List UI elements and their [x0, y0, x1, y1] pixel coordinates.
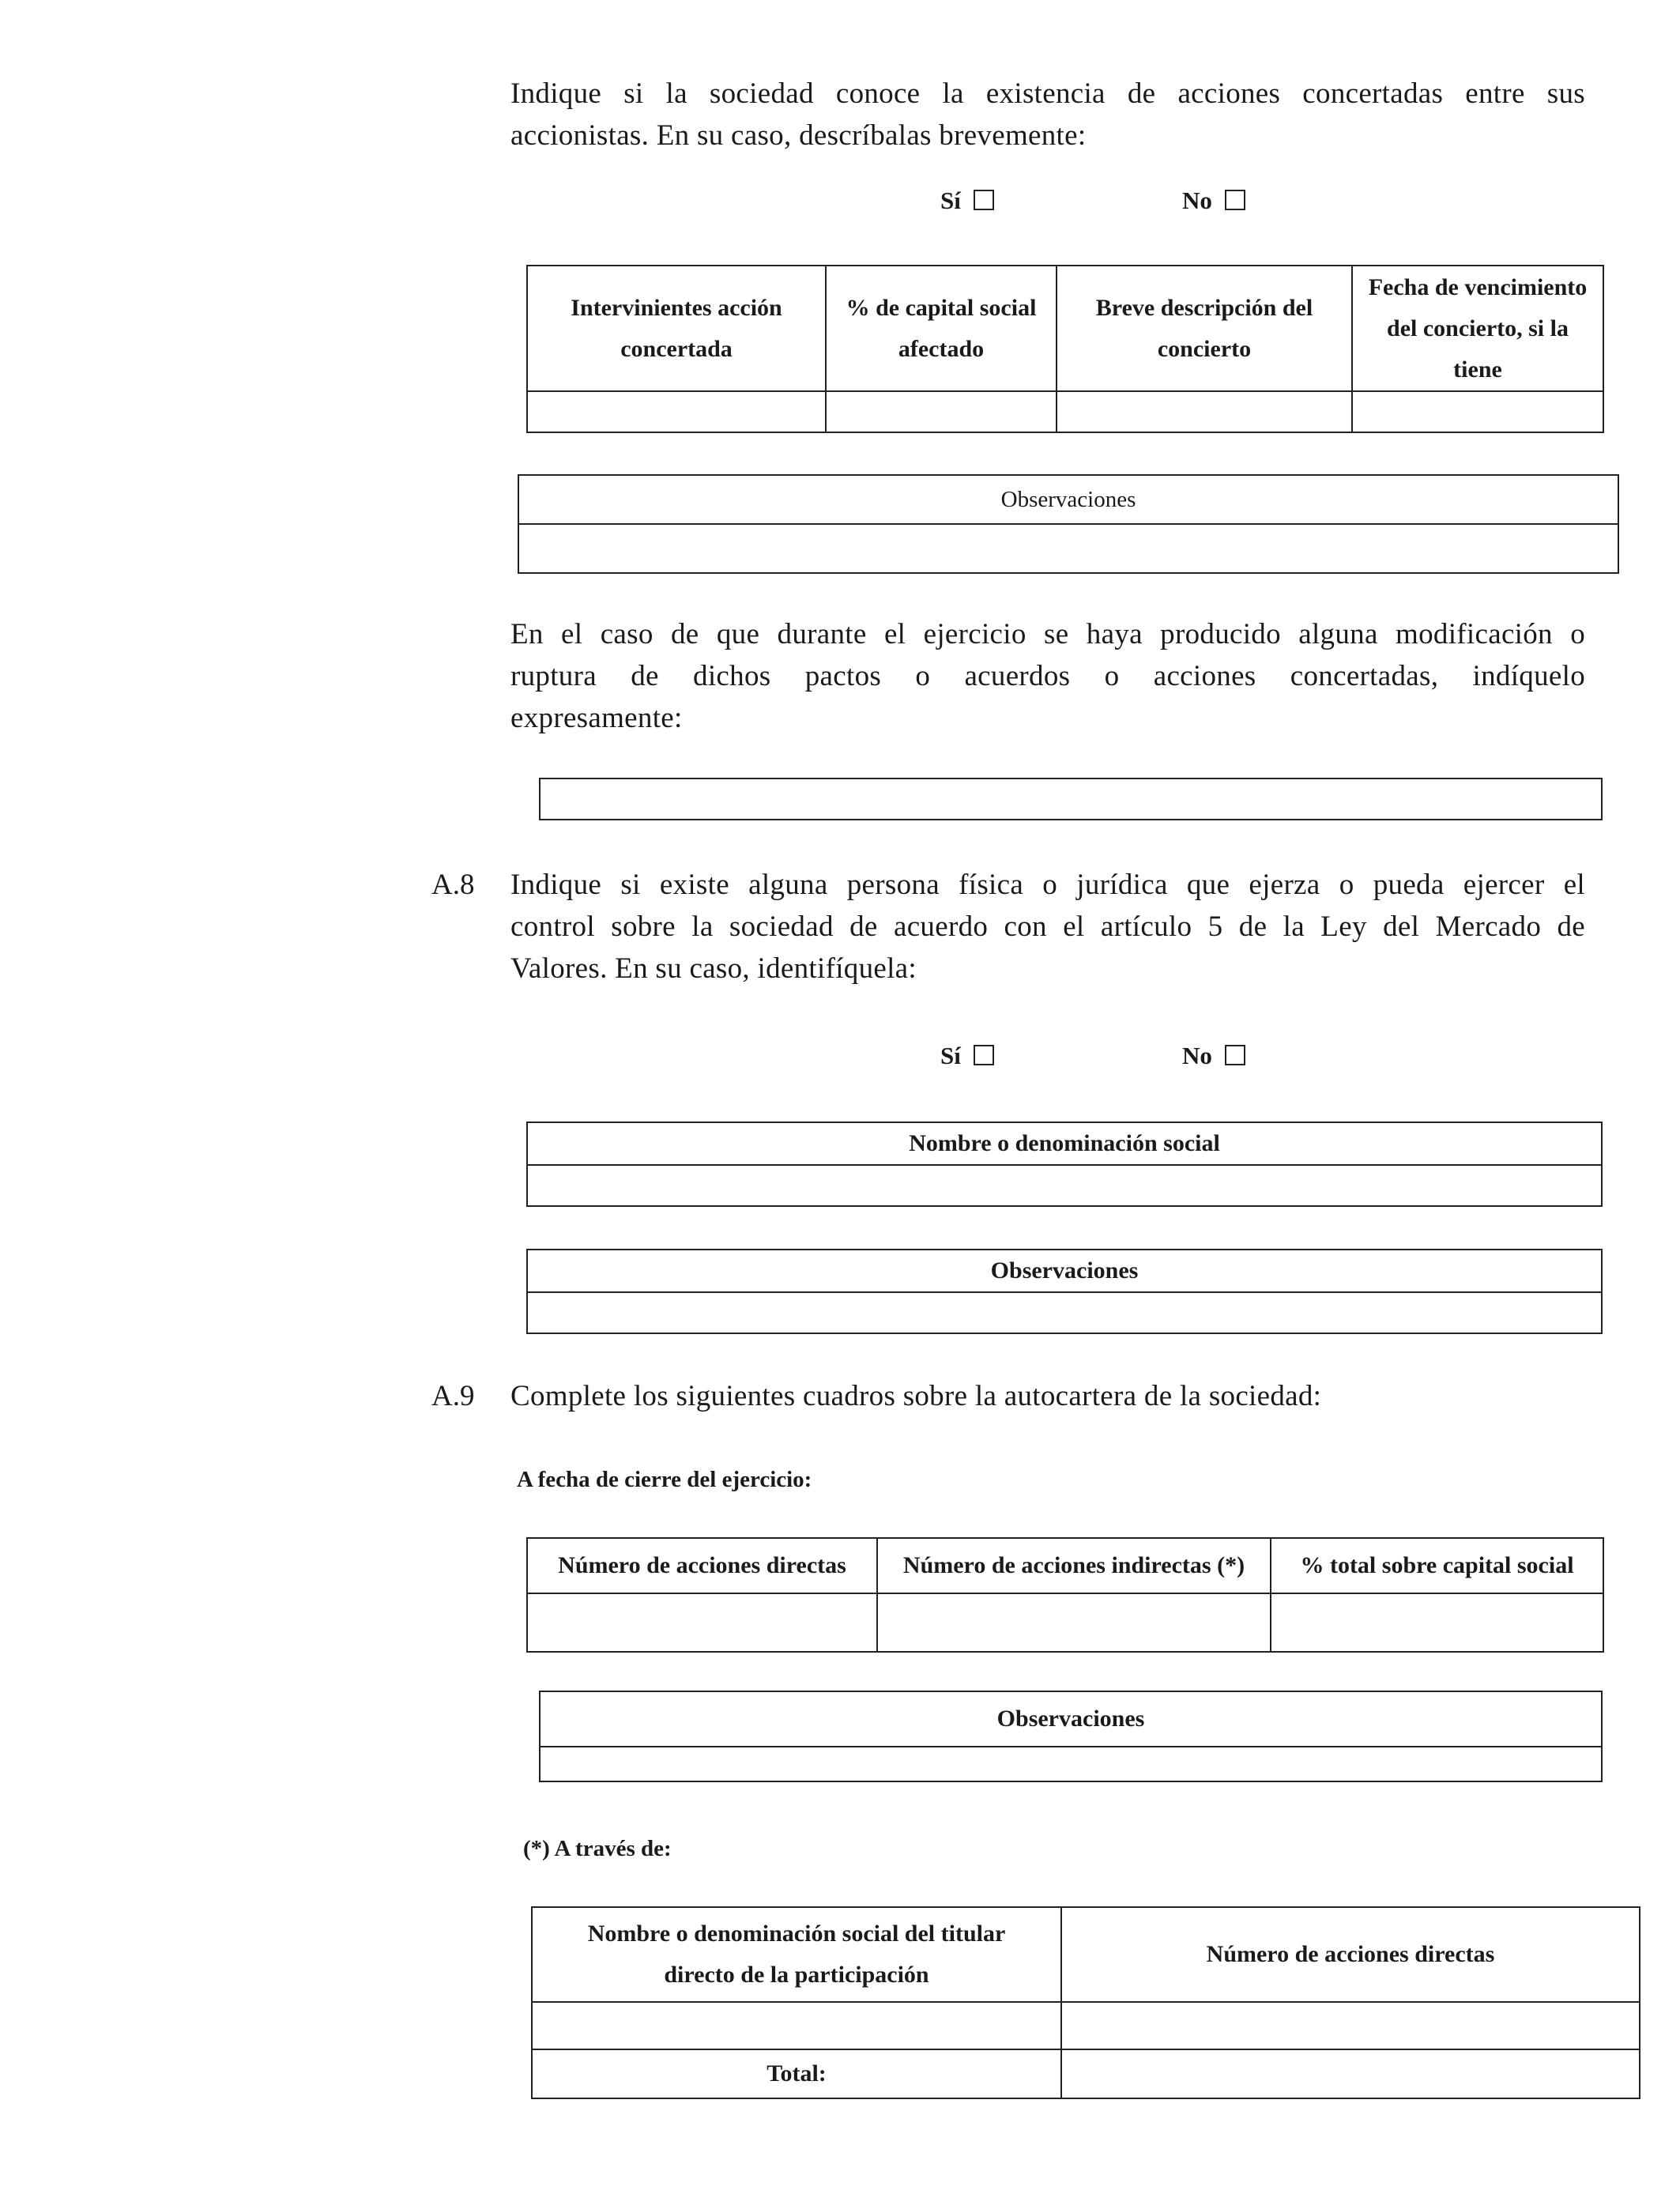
- concert-cell[interactable]: [527, 391, 826, 432]
- paragraph-line: Valores. En su caso, identifíquela:: [510, 952, 917, 985]
- observaciones-header: Observaciones: [540, 1691, 1602, 1747]
- yes-option[interactable]: [940, 187, 994, 215]
- paragraph-line: Complete los siguientes cuadros sobre la autocartera de la sociedad:: [510, 1380, 1322, 1412]
- indirect-cell[interactable]: [532, 2002, 1061, 2049]
- observaciones-header: Observaciones: [527, 1250, 1602, 1292]
- indirect-table: [531, 1906, 1640, 2099]
- concert-cell[interactable]: [1352, 391, 1603, 432]
- paragraph-line: ruptura de dichos pactos o acuerdos o acciones concertadas, indíquelo: [510, 660, 1585, 692]
- section-number-a9: A.9: [431, 1380, 475, 1412]
- yes-label: Sí: [940, 1042, 961, 1069]
- no-label: No: [1182, 1042, 1212, 1069]
- paragraph-line: Indique si la sociedad conoce la existencia de acciones concertadas entre sus: [510, 77, 1585, 110]
- section-number-a8: A.8: [431, 869, 475, 901]
- paragraph-line: expresamente:: [510, 702, 683, 734]
- observaciones-cell[interactable]: [518, 524, 1618, 573]
- autocartera-table: [526, 1537, 1604, 1653]
- modification-answer-box[interactable]: [539, 778, 1603, 820]
- concert-cell[interactable]: [1057, 391, 1352, 432]
- fecha-cierre-label: A fecha de cierre del ejercicio:: [517, 1467, 812, 1492]
- yes-label: Sí: [940, 187, 961, 214]
- autocartera-header-directas: Número de acciones directas: [527, 1538, 877, 1593]
- autocartera-cell[interactable]: [877, 1593, 1271, 1652]
- observaciones-header: Observaciones: [518, 475, 1618, 524]
- no-checkbox[interactable]: [1225, 190, 1245, 210]
- indirect-header-acciones: Número de acciones directas: [1061, 1907, 1640, 2002]
- observaciones-table-1: [518, 474, 1619, 574]
- paragraph-line: Indique si existe alguna persona física o jurídica que ejerza o pueda ejercer el: [510, 869, 1585, 901]
- autocartera-header-total: % total sobre capital social: [1271, 1538, 1603, 1593]
- yes-option[interactable]: [940, 1042, 994, 1070]
- concert-header-fecha: Fecha de vencimiento del concierto, si la tiene: [1352, 266, 1603, 391]
- no-checkbox[interactable]: [1225, 1045, 1245, 1065]
- paragraph-line: control sobre la sociedad de acuerdo con el artículo 5 de la Ley del Mercado de: [510, 910, 1585, 943]
- concert-header-intervinientes: Intervinientes acción concertada: [527, 266, 826, 391]
- intro-concert-paragraph: [510, 73, 1585, 156]
- concert-header-descripcion: Breve descripción del concierto: [1057, 266, 1352, 391]
- observaciones-cell[interactable]: [527, 1292, 1602, 1333]
- no-label: No: [1182, 187, 1212, 214]
- control-table: [526, 1122, 1603, 1207]
- autocartera-cell[interactable]: [1271, 1593, 1603, 1652]
- indirect-header-nombre: Nombre o denominación social del titular directo de la participación: [532, 1907, 1061, 2002]
- concert-cell[interactable]: [826, 391, 1057, 432]
- autocartera-cell[interactable]: [527, 1593, 877, 1652]
- paragraph-line: accionistas. En su caso, descríbalas brevemente:: [510, 119, 1087, 152]
- observaciones-cell[interactable]: [540, 1747, 1602, 1781]
- control-cell[interactable]: [527, 1165, 1602, 1206]
- modification-paragraph: [510, 613, 1585, 739]
- concert-table: [526, 265, 1604, 433]
- yes-checkbox[interactable]: [974, 190, 994, 210]
- paragraph-line: En el caso de que durante el ejercicio se haya producido alguna modificación o: [510, 618, 1585, 650]
- no-option[interactable]: [1182, 187, 1245, 215]
- traves-label: (*) A través de:: [523, 1836, 672, 1861]
- observaciones-table-2: [526, 1249, 1603, 1334]
- autocartera-header-indirectas: Número de acciones indirectas (*): [877, 1538, 1271, 1593]
- observaciones-table-3: [539, 1691, 1603, 1782]
- section-a8-paragraph: [510, 864, 1585, 990]
- control-header: Nombre o denominación social: [527, 1122, 1602, 1165]
- indirect-cell[interactable]: [1061, 2002, 1640, 2049]
- indirect-total-cell[interactable]: [1061, 2049, 1640, 2098]
- concert-header-capital: % de capital social afectado: [826, 266, 1057, 391]
- section-a9-paragraph: [510, 1375, 1585, 1417]
- yes-checkbox[interactable]: [974, 1045, 994, 1065]
- indirect-total-label: Total:: [532, 2049, 1061, 2098]
- no-option[interactable]: [1182, 1042, 1245, 1070]
